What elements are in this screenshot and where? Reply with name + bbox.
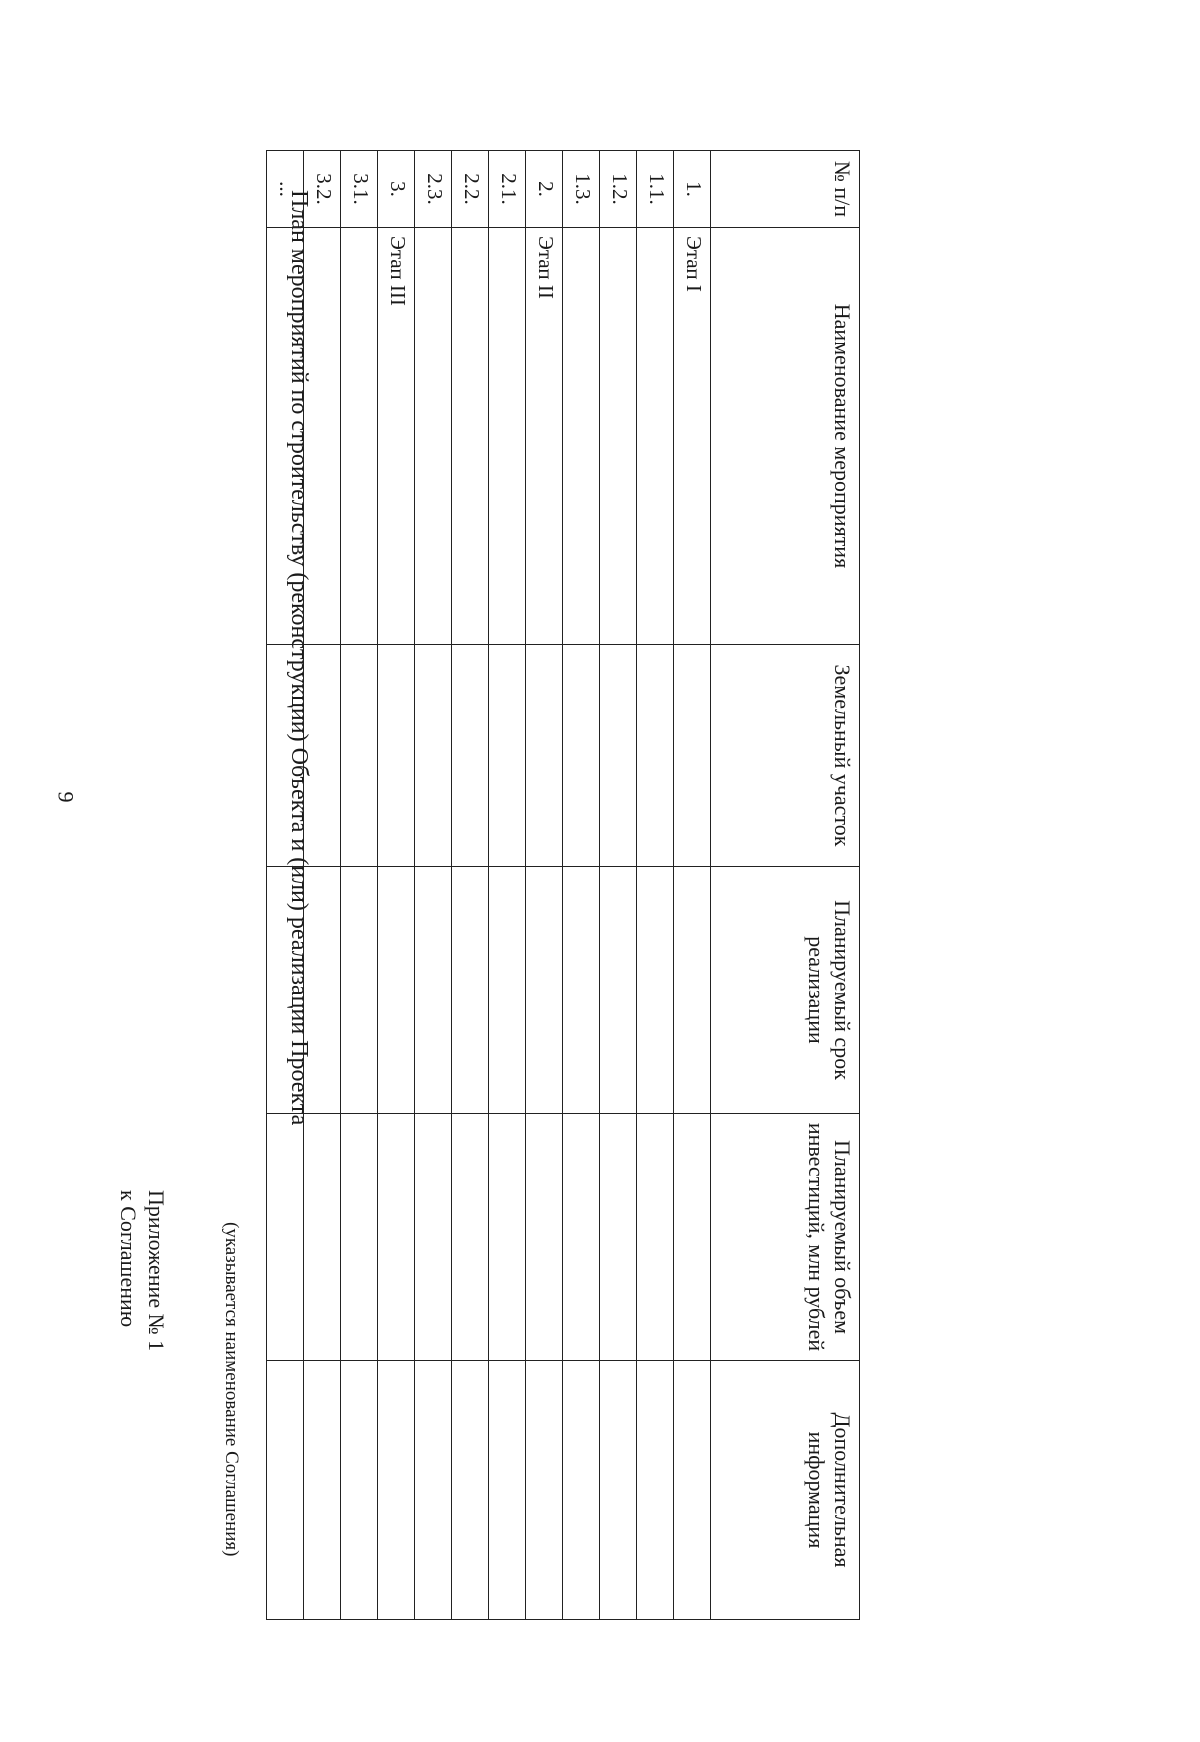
- table-row: [452, 151, 489, 1620]
- row-number: 2.3.: [415, 151, 452, 228]
- row-additional-info: [452, 1361, 489, 1620]
- row-planned-investment: [452, 1114, 489, 1361]
- page-number: 9: [53, 791, 79, 803]
- row-planned-term: [637, 867, 674, 1114]
- row-additional-info: [489, 1361, 526, 1620]
- table-row: [304, 151, 341, 1620]
- appendix-number: Приложение № 1: [144, 1190, 169, 1352]
- row-land-plot: [563, 645, 600, 867]
- row-number: 2.2.: [452, 151, 489, 228]
- appendix-to-agreement: к Соглашению: [116, 1190, 141, 1328]
- row-event-name: [637, 228, 674, 645]
- document-title: План мероприятий по строительству (реконструкции) Объекта и (или) реализации Проекта: [286, 190, 312, 1126]
- row-additional-info: [378, 1361, 415, 1620]
- row-number: 1.1.: [637, 151, 674, 228]
- row-planned-term: [267, 867, 304, 1114]
- row-land-plot: [674, 645, 711, 867]
- row-event-name: [600, 228, 637, 645]
- row-event-name: [304, 228, 341, 645]
- row-planned-investment: [378, 1114, 415, 1361]
- row-planned-investment: [304, 1114, 341, 1361]
- table-row: [600, 151, 637, 1620]
- row-event-name: [563, 228, 600, 645]
- table-row: [267, 151, 304, 1620]
- row-planned-term: [341, 867, 378, 1114]
- table-row: [637, 151, 674, 1620]
- table-header-row: [711, 151, 860, 1620]
- header-planned-investment: Планируемый объем инвестиций, млн рублей: [711, 1114, 860, 1361]
- row-planned-investment: [600, 1114, 637, 1361]
- header-planned-term: Планируемый срок реализации: [711, 867, 860, 1114]
- row-event-name: Этап III: [378, 228, 415, 645]
- row-additional-info: [304, 1361, 341, 1620]
- row-number: 2.: [526, 151, 563, 228]
- row-additional-info: [563, 1361, 600, 1620]
- row-land-plot: [304, 645, 341, 867]
- row-planned-investment: [341, 1114, 378, 1361]
- table-row: [415, 151, 452, 1620]
- row-number: 1.: [674, 151, 711, 228]
- row-event-name: Этап I: [674, 228, 711, 645]
- row-land-plot: [452, 645, 489, 867]
- row-planned-term: [415, 867, 452, 1114]
- table-row: [489, 151, 526, 1620]
- row-land-plot: [267, 645, 304, 867]
- appendix-heading: [114, 1190, 170, 1351]
- row-additional-info: [267, 1361, 304, 1620]
- row-event-name: [489, 228, 526, 645]
- row-number: 2.1.: [489, 151, 526, 228]
- row-land-plot: [341, 645, 378, 867]
- row-land-plot: [378, 645, 415, 867]
- row-additional-info: [674, 1361, 711, 1620]
- row-event-name: [267, 228, 304, 645]
- agreement-name-hint: (указывается наименование Соглашения): [221, 1222, 242, 1557]
- row-number: 1.3.: [563, 151, 600, 228]
- row-additional-info: [526, 1361, 563, 1620]
- row-planned-term: [304, 867, 341, 1114]
- header-number: № п/п: [711, 151, 860, 228]
- row-planned-investment: [563, 1114, 600, 1361]
- table-row: [563, 151, 600, 1620]
- row-planned-term: [489, 867, 526, 1114]
- row-number: 3.1.: [341, 151, 378, 228]
- row-event-name: [452, 228, 489, 645]
- row-number: 1.2.: [600, 151, 637, 228]
- table-row: [378, 151, 415, 1620]
- row-land-plot: [489, 645, 526, 867]
- row-number: ...: [267, 151, 304, 228]
- row-planned-term: [526, 867, 563, 1114]
- row-planned-term: [452, 867, 489, 1114]
- row-land-plot: [600, 645, 637, 867]
- row-planned-term: [674, 867, 711, 1114]
- row-additional-info: [600, 1361, 637, 1620]
- row-planned-investment: [489, 1114, 526, 1361]
- row-planned-investment: [674, 1114, 711, 1361]
- table-row: [674, 151, 711, 1620]
- row-land-plot: [526, 645, 563, 867]
- header-land-plot: Земельный участок: [711, 645, 860, 867]
- row-land-plot: [637, 645, 674, 867]
- row-event-name: [415, 228, 452, 645]
- row-event-name: [341, 228, 378, 645]
- header-event-name: Наименование мероприятия: [711, 228, 860, 645]
- row-planned-investment: [267, 1114, 304, 1361]
- row-planned-investment: [415, 1114, 452, 1361]
- row-event-name: Этап II: [526, 228, 563, 645]
- row-number: 3.: [378, 151, 415, 228]
- row-additional-info: [637, 1361, 674, 1620]
- table-row: [526, 151, 563, 1620]
- row-planned-term: [563, 867, 600, 1114]
- row-planned-investment: [637, 1114, 674, 1361]
- plan-table: [266, 150, 860, 1620]
- row-additional-info: [415, 1361, 452, 1620]
- row-planned-investment: [526, 1114, 563, 1361]
- header-additional-info: Дополнительная информация: [711, 1361, 860, 1620]
- row-additional-info: [341, 1361, 378, 1620]
- row-planned-term: [378, 867, 415, 1114]
- row-planned-term: [600, 867, 637, 1114]
- row-land-plot: [415, 645, 452, 867]
- row-number: 3.2.: [304, 151, 341, 228]
- table-row: [341, 151, 378, 1620]
